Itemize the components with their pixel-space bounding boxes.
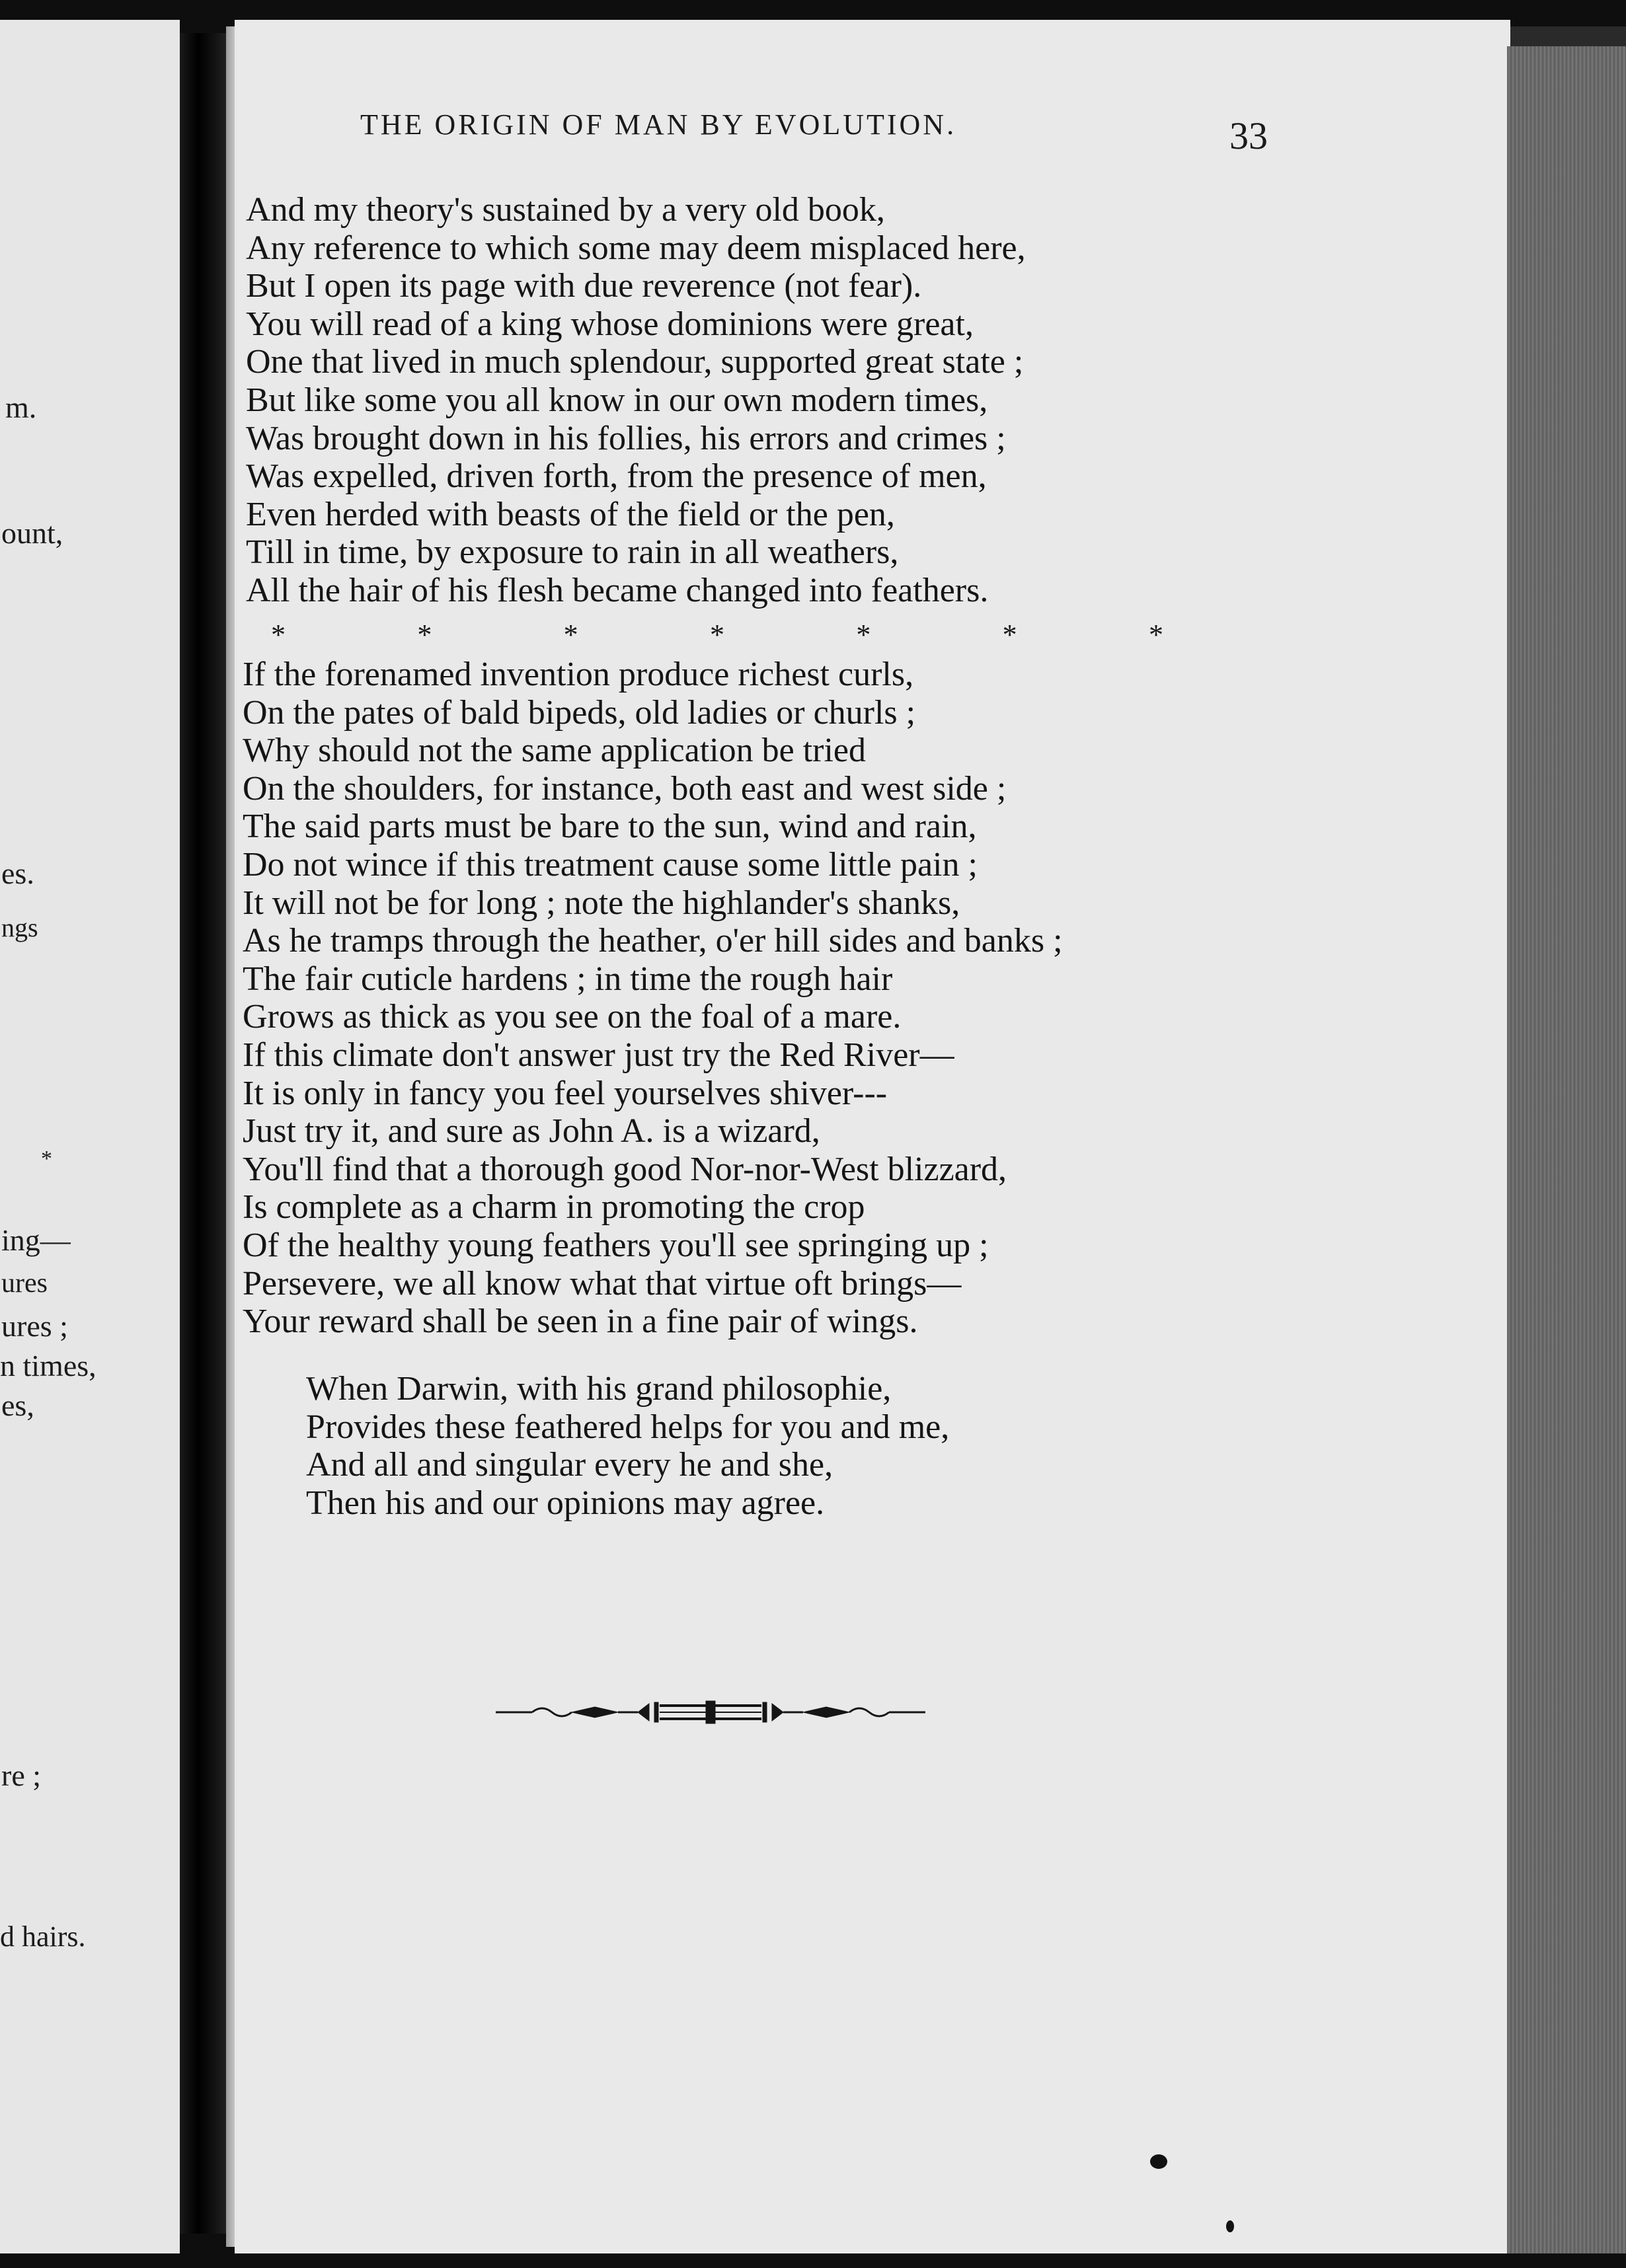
- verse-line: And my theory's sustained by a very old book,: [246, 191, 885, 229]
- verse-line: Any reference to which some may deem misplaced here,: [246, 229, 1026, 267]
- verse-line: Then his and our opinions may agree.: [306, 1484, 825, 1522]
- left-page-fragment: m.: [5, 391, 37, 424]
- verse-line: Why should not the same application be tried: [243, 732, 866, 770]
- verse-line: And all and singular every he and she,: [306, 1446, 833, 1484]
- verse-line: But like some you all know in our own modern times,: [246, 381, 988, 419]
- verse-line: You'll find that a thorough good Nor-nor-West blizzard,: [243, 1150, 1007, 1188]
- verse-line: You will read of a king whose dominions were great,: [246, 305, 974, 343]
- verse-line: Persevere, we all know what that virtue oft brings—: [243, 1264, 962, 1303]
- tailpiece-ornament-icon: [496, 1689, 925, 1735]
- verse-line: One that lived in much splendour, supported great state ;: [246, 343, 1024, 381]
- left-page-fragment: ures: [1, 1268, 48, 1299]
- asterisk: *: [271, 619, 286, 651]
- verse-line: Just try it, and sure as John A. is a wizard,: [243, 1112, 820, 1151]
- verse-line: On the pates of bald bipeds, old ladies or churls ;: [243, 693, 916, 732]
- verse-line: Till in time, by exposure to rain in all weathers,: [246, 533, 899, 572]
- asterisk: *: [417, 619, 432, 651]
- verse-line: Of the healthy young feathers you'll see springing up ;: [243, 1226, 989, 1264]
- stanza-1: [246, 191, 1026, 610]
- left-page-fragment: *: [41, 1147, 52, 1171]
- verse-line: Your reward shall be seen in a fine pair of wings.: [243, 1303, 918, 1341]
- left-page-fragment: n times,: [0, 1349, 97, 1382]
- verse-line: All the hair of his flesh became changed into feathers.: [246, 571, 989, 609]
- asterisk: *: [1002, 619, 1017, 651]
- verse-line: Provides these feathered helps for you and me,: [306, 1408, 950, 1446]
- left-page-fragment: ngs: [1, 913, 38, 942]
- left-page-fragment: es,: [1, 1388, 34, 1422]
- left-page-fragment: ing—: [1, 1223, 71, 1257]
- book-gutter: [180, 33, 226, 2234]
- scan-speck: [1150, 2154, 1167, 2169]
- verse-line: Grows as thick as you see on the foal of a mare.: [243, 998, 902, 1036]
- left-page-fragment: ount,: [1, 516, 63, 550]
- previous-page-fragment: [0, 20, 180, 2253]
- asterisk: *: [1148, 619, 1163, 651]
- verse-line: Do not wince if this treatment cause some little pain ;: [243, 845, 978, 884]
- page-number: 33: [1229, 114, 1268, 157]
- left-page-fragment: ures ;: [1, 1309, 68, 1343]
- verse-line: When Darwin, with his grand philosophie,: [306, 1370, 892, 1408]
- verse-line: The fair cuticle hardens ; in time the rough hair: [243, 960, 893, 998]
- verse-line: Is complete as a charm in promoting the crop: [243, 1188, 865, 1227]
- verse-line: On the shoulders, for instance, both east and west side ;: [243, 769, 1007, 808]
- verse-line: It will not be for long ; note the highlander's shanks,: [243, 884, 960, 922]
- page-stack-edge: [1507, 46, 1626, 2253]
- stanza-3: [306, 1370, 949, 1522]
- verse-line: Was expelled, driven forth, from the presence of men,: [246, 457, 987, 496]
- scan-speck: [1226, 2220, 1234, 2232]
- verse-line: The said parts must be bare to the sun, wind and rain,: [243, 808, 977, 846]
- verse-line: If the forenamed invention produce richest curls,: [243, 656, 914, 693]
- running-head: THE ORIGIN OF MAN BY EVOLUTION.: [360, 108, 957, 141]
- verse-line: It is only in fancy you feel yourselves shiver---: [243, 1074, 888, 1112]
- left-page-fragment: re ;: [1, 1758, 42, 1792]
- verse-line: But I open its page with due reverence (not fear).: [246, 267, 922, 305]
- verse-line: If this climate don't answer just try the Red River—: [243, 1036, 954, 1074]
- verse-line: Even herded with beasts of the field or the pen,: [246, 495, 895, 533]
- stanza-2: [243, 656, 1063, 1341]
- asterisk: *: [709, 619, 724, 651]
- section-break-asterisks: [271, 618, 1163, 652]
- verse-line: Was brought down in his follies, his errors and crimes ;: [246, 419, 1006, 457]
- asterisk: *: [563, 619, 578, 651]
- asterisk: *: [856, 619, 871, 651]
- left-page-fragment: d hairs.: [0, 1920, 86, 1953]
- verse-line: As he tramps through the heather, o'er hill sides and banks ;: [243, 922, 1063, 960]
- left-page-fragment: es.: [1, 856, 34, 890]
